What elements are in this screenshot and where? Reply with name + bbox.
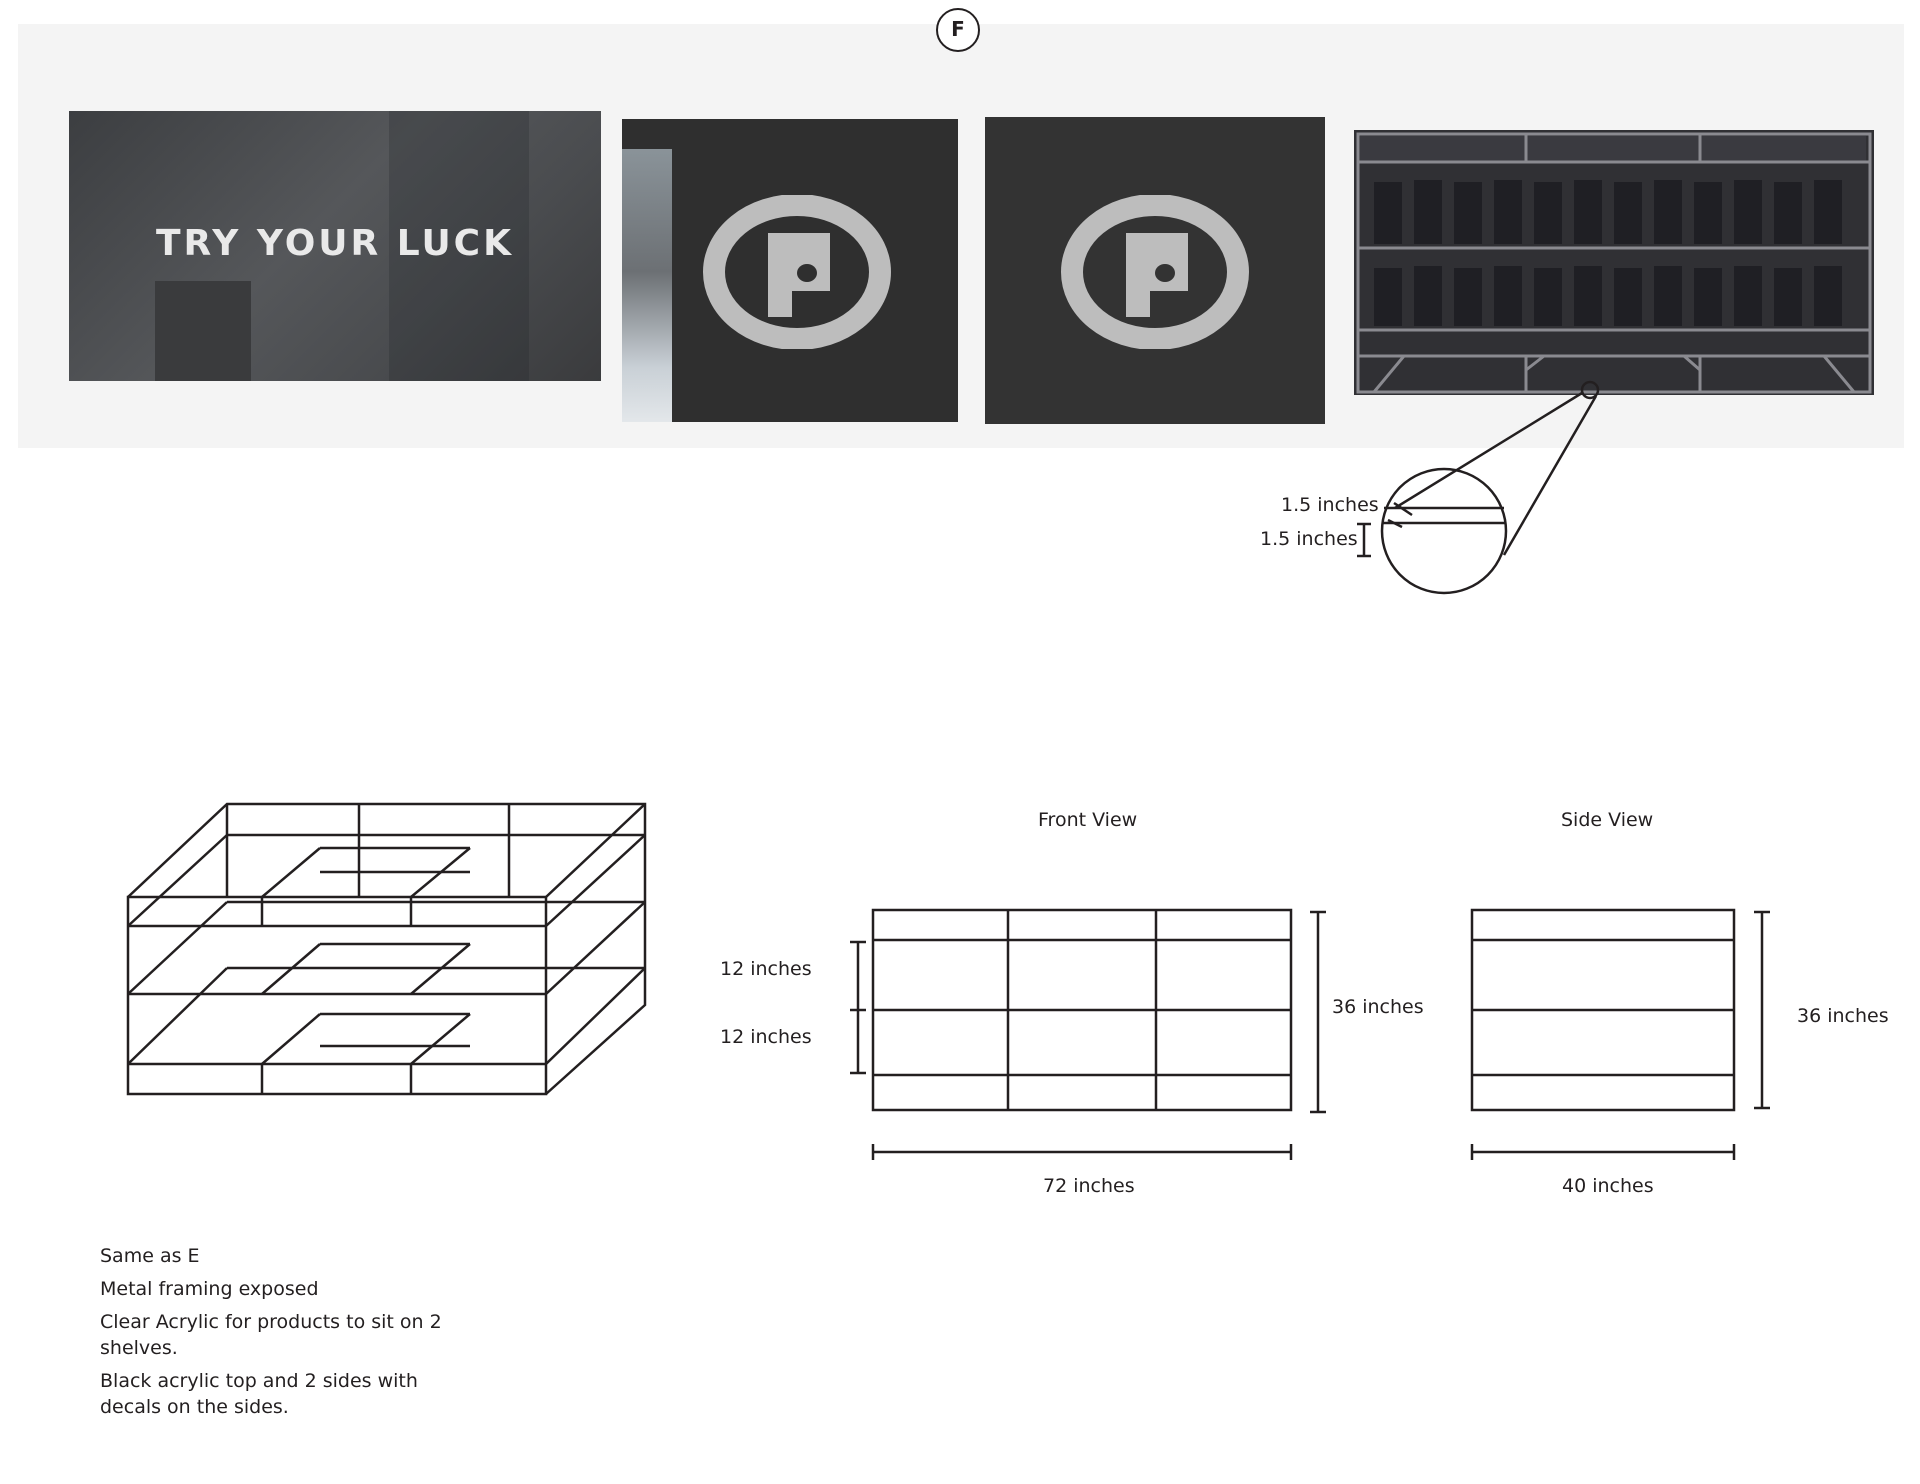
front-height-label: 36 inches xyxy=(1332,996,1424,1018)
callout-label-top: 1.5 inches xyxy=(1281,494,1379,516)
side-height-label: 36 inches xyxy=(1797,1005,1889,1027)
detail-callout xyxy=(1357,382,1598,593)
note-item: Metal framing exposed xyxy=(100,1278,319,1300)
banner-text: TRY YOUR LUCK xyxy=(156,223,514,264)
front-width-label: 72 inches xyxy=(1043,1175,1135,1197)
spec-notes xyxy=(100,1243,480,1427)
note-item: Black acrylic top and 2 sides with decals on the sides. xyxy=(100,1370,418,1418)
callout-label-bottom: 1.5 inches xyxy=(1260,528,1358,550)
isometric-frame-drawing xyxy=(128,804,645,1094)
side-width-label: 40 inches xyxy=(1562,1175,1654,1197)
front-view-title: Front View xyxy=(1038,809,1138,831)
front-shelf-1-label: 12 inches xyxy=(720,958,812,980)
section-badge: F xyxy=(936,8,980,52)
note-item: Same as E xyxy=(100,1245,200,1267)
front-view-drawing xyxy=(850,910,1326,1160)
front-shelf-2-label: 12 inches xyxy=(720,1026,812,1048)
side-view-title: Side View xyxy=(1561,809,1654,831)
side-view-drawing xyxy=(1472,910,1770,1160)
note-item: Clear Acrylic for products to sit on 2 shelves. xyxy=(100,1311,442,1359)
